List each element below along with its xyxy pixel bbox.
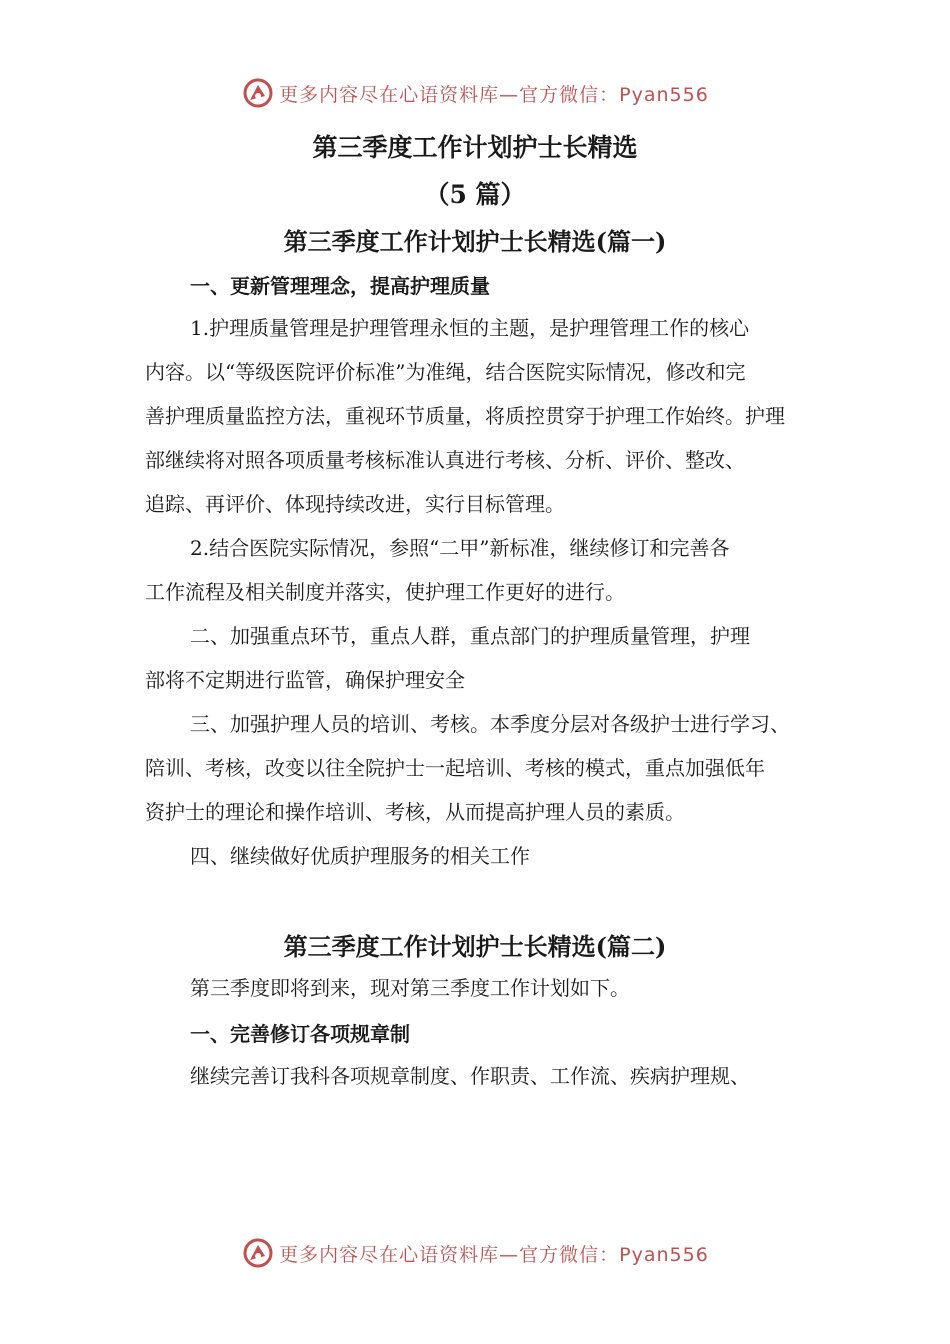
paragraph-line: 三、加强护理人员的培训、考核。本季度分层对各级护士进行学习、 [190,712,790,736]
paragraph-line: 四、继续做好优质护理服务的相关工作 [190,844,530,868]
paragraph-line: 陪训、考核，改变以往全院护士一起培训、考核的模式，重点加强低年 [145,756,765,780]
part2-section1-heading: 一、完善修订各项规章制 [190,1022,410,1046]
part2-paragraph1 [145,1054,845,1098]
paragraph-line: 部继续将对照各项质量考核标准认真进行考核、分析、评价、整改、 [145,448,745,472]
part1-paragraph2 [145,526,845,614]
part1-paragraph1 [145,306,845,526]
circle-seal-icon [241,76,275,110]
watermark-header [0,73,950,113]
document-subtitle: （5 篇） [424,180,526,209]
paragraph-line: 继续完善订我科各项规章制度、作职责、工作流、疾病护理规、 [190,1064,750,1088]
paragraph-line: 2.结合医院实际情况，参照“二甲”新标准，继续修订和完善各 [190,536,730,560]
paragraph-line: 第三季度即将到来，现对第三季度工作计划如下。 [190,976,630,1000]
watermark-text: 更多内容尽在心语资料库—官方微信：Pyan556 [279,83,709,106]
part1-paragraph3 [145,614,845,702]
paragraph-line: 二、加强重点环节，重点人群，重点部门的护理质量管理，护理 [190,624,750,648]
part1-heading: 第三季度工作计划护士长精选(篇一) [283,227,667,256]
paragraph-line: 善护理质量监控方法，重视环节质量，将质控贯穿于护理工作始终。护理 [145,404,785,428]
circle-seal-icon [241,1236,275,1270]
part1-paragraph4 [145,702,845,834]
part2-heading: 第三季度工作计划护士长精选(篇二) [283,932,667,961]
part1-paragraph5 [145,834,845,878]
paragraph-line: 1.护理质量管理是护理管理永恒的主题，是护理管理工作的核心 [190,316,750,340]
paragraph-line: 资护士的理论和操作培训、考核，从而提高护理人员的素质。 [145,800,685,824]
paragraph-line: 部将不定期进行监管，确保护理安全 [145,668,465,692]
part2-intro [145,966,845,1010]
document-title: 第三季度工作计划护士长精选 [312,133,638,162]
paragraph-line: 内容。以“等级医院评价标准”为准绳，结合医院实际情况，修改和完 [145,360,746,384]
paragraph-line: 工作流程及相关制度并落实，使护理工作更好的进行。 [145,580,625,604]
paragraph-line: 追踪、再评价、体现持续改进，实行目标管理。 [145,492,565,516]
watermark-text: 更多内容尽在心语资料库—官方微信：Pyan556 [279,1243,709,1266]
watermark-footer [0,1233,950,1273]
part1-section1-heading: 一、更新管理理念，提高护理质量 [190,274,490,298]
